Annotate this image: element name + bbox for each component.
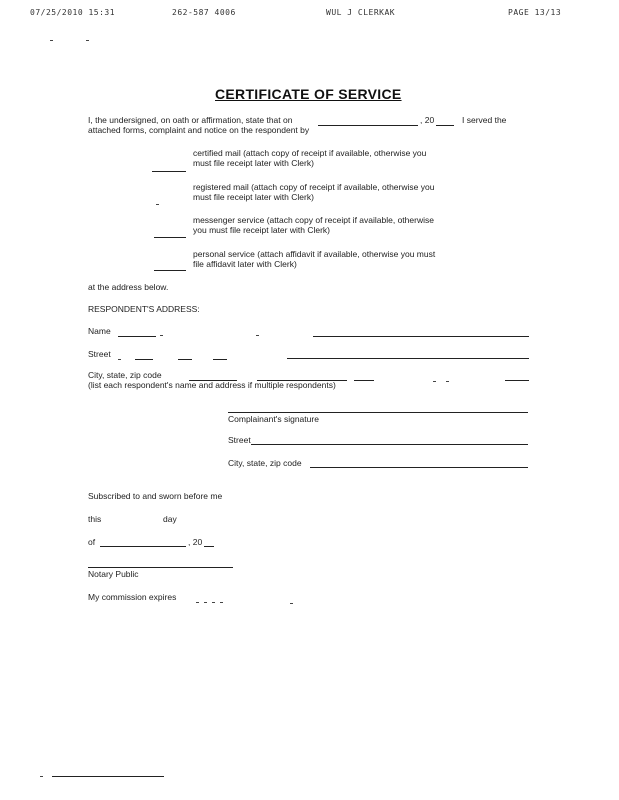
scan-speck (256, 335, 259, 336)
notary-day-label: day (163, 514, 177, 524)
respondent-city-field-3[interactable] (354, 380, 374, 381)
service-option-messenger-note: you must file receipt later with Clerk) (193, 225, 330, 235)
notary-signature-field[interactable] (88, 567, 233, 568)
respondent-name-field[interactable] (118, 336, 156, 337)
messenger-service-checkbox-line[interactable] (154, 237, 186, 238)
notary-public-label: Notary Public (88, 569, 139, 579)
fax-page-number: PAGE 13/13 (508, 8, 562, 17)
respondent-city-field-4[interactable] (505, 380, 529, 381)
service-option-certified-note: must file receipt later with Clerk) (193, 158, 314, 168)
notary-year-label: , 20 (188, 537, 203, 547)
complainant-street-label: Street (228, 435, 251, 445)
complainant-city-label: City, state, zip code (228, 458, 302, 468)
intro-year-label: , 20 (420, 115, 435, 125)
document-title: CERTIFICATE OF SERVICE (215, 86, 402, 102)
intro-served-text: I served the (462, 115, 507, 125)
notary-year-field[interactable] (204, 546, 214, 547)
fax-sender: WUL J CLERKAK (326, 8, 396, 17)
personal-service-checkbox-line[interactable] (154, 270, 186, 271)
complainant-street-field[interactable] (251, 444, 528, 445)
address-below-text: at the address below. (88, 282, 169, 292)
scan-speck (118, 359, 121, 360)
service-option-registered-note: must file receipt later with Clerk) (193, 192, 314, 202)
certified-mail-checkbox-line[interactable] (152, 171, 186, 172)
complainant-city-field[interactable] (310, 467, 528, 468)
service-option-personal: personal service (attach affidavit if available, otherwise you must (193, 249, 436, 259)
date-blank[interactable] (318, 125, 418, 126)
service-option-messenger: messenger service (attach copy of receipt if available, otherwise (193, 215, 434, 225)
complainant-signature-label: Complainant's signature (228, 414, 319, 424)
scan-artifact-line (52, 776, 164, 777)
scan-speck (40, 776, 43, 777)
intro-statement: I, the undersigned, on oath or affirmation, state that on (88, 115, 293, 125)
scan-speck (86, 40, 89, 41)
respondent-name-field-2[interactable] (313, 336, 529, 337)
commission-expires-label: My commission expires (88, 592, 177, 602)
scan-speck (433, 381, 436, 382)
respondent-name-label: Name (88, 326, 111, 336)
service-option-registered: registered mail (attach copy of receipt if available, otherwise you (193, 182, 435, 192)
respondents-address-heading: RESPONDENT'S ADDRESS: (88, 304, 200, 314)
service-option-certified: certified mail (attach copy of receipt if available, otherwise you (193, 148, 427, 158)
scan-speck (446, 381, 449, 382)
notary-month-field[interactable] (100, 546, 186, 547)
intro-statement-cont: attached forms, complaint and notice on the respondent by (88, 125, 310, 135)
respondent-street-field-2[interactable] (287, 358, 529, 359)
year-blank[interactable] (436, 125, 454, 126)
fax-phone: 262-587 4006 (172, 8, 236, 17)
respondent-street-field[interactable] (135, 359, 153, 360)
scan-speck (204, 602, 207, 603)
registered-mail-checkbox-mark[interactable] (156, 204, 159, 205)
scan-speck (50, 40, 53, 41)
fax-datetime: 07/25/2010 15:31 (30, 8, 116, 17)
service-option-personal-note: file affidavit later with Clerk) (193, 259, 297, 269)
scan-speck (212, 602, 215, 603)
complainant-signature-field[interactable] (228, 412, 528, 413)
scan-speck (290, 603, 293, 604)
respondent-street-field-part[interactable] (178, 359, 192, 360)
notary-this-label: this (88, 514, 102, 524)
respondent-street-label: Street (88, 349, 111, 359)
respondent-city-label: City, state, zip code (88, 370, 162, 380)
subscribed-sworn-text: Subscribed to and sworn before me (88, 491, 223, 501)
respondent-street-field-part[interactable] (213, 359, 227, 360)
notary-of-label: of (88, 537, 96, 547)
scan-speck (220, 602, 223, 603)
scan-speck (160, 335, 163, 336)
respondent-list-note: (list each respondent's name and address if multiple respondents) (88, 380, 336, 390)
scan-speck (196, 602, 199, 603)
